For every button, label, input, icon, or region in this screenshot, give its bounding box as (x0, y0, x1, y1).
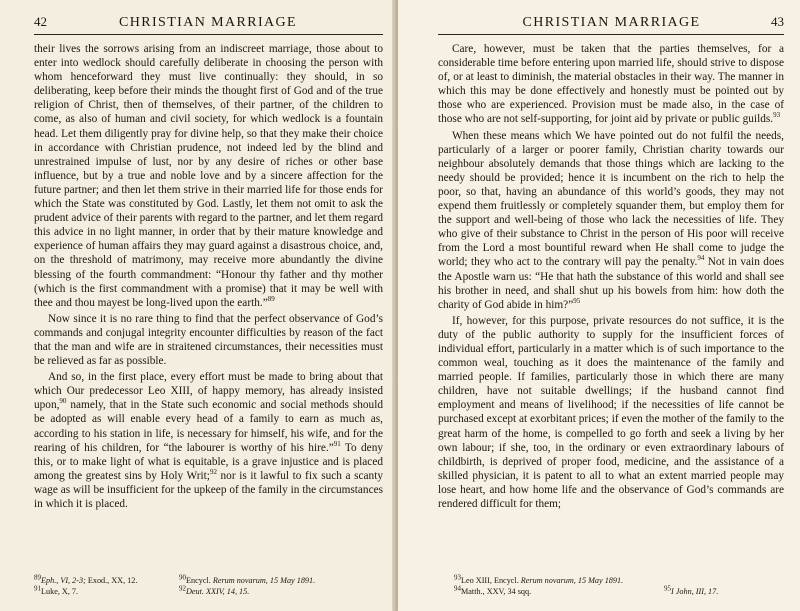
paragraph: Now since it is no rare thing to find that the perfect observance of God’s commands and conjugal integrity encounter difficulties by reason of the fact that the man and wife are in straitened circumstances, their necessities must be relieved as far as possible. (34, 312, 383, 368)
body-text (34, 42, 383, 511)
footnote-ref[interactable]: 89 (267, 294, 275, 303)
left-page (0, 0, 396, 611)
footnote: $^{94}$Matth., XXV, 34 sqq. (454, 584, 532, 596)
body-text (438, 42, 784, 511)
footnote: $^{91}$Luke, X, 7. (34, 584, 79, 596)
right-page (398, 0, 800, 611)
paragraph: their lives the sorrows arising from an indiscreet marriage, those about to enter into wedlock should carefully deliberate in choosing the person with whom henceforward they must live continually: they should, in so deliberating, keep before their minds the thought first of God and of the true religion of Christ, then of themselves, of their partner, of the children to come, as also of human and civil society, for which wedlock is a fountain head. Let them diligently pray for divine help, so that they make their choice in accordance with Christian prudence, not indeed led by the blind and unrestrained impulse of lust, nor by any desire of riches or other base influence, but by a true and noble love and by a sincere affection for the future partner; and then let them strive in their married life for those ends for which the State was constituted by God. Lastly, let them not omit to ask the prudent advice of their parents with regard to the partner, and let them regard this advice in no light manner, in order that by their mature knowledge and experience of human affairs they may guard against a disastrous choice, and, on the threshold of matrimony, may receive more abundantly the divine blessing of the fourth commandment: “Honour thy father and thy mother (which is the first commandment with a promise) that it may be well with thee and thou mayest be long-lived upon the earth.”$^{89}$ (34, 43, 383, 309)
page-number: 43 (770, 14, 784, 29)
paragraph: If, however, for this purpose, private resources do not suffice, it is the duty of the public authority to supply for the insufficient forces of individual effort, particularly in a matter which is of such importance to the common weal, touching as it does the maintenance of the family and married people. If families, particularly those in which there are many children, have not suitable dwellings; if the husband cannot find employment and means of livelihood; if the necessities of life cannot be purchased except at exorbitant prices; if even the mother of the family to the great harm of the home, is compelled to go forth and seek a living by her own labour; if she, too, in the ordinary or even extraordinary labours of childbirth, is deprived of proper food, medicine, and the assistance of a skilled physician, it is patent to all to what an extent married people may lose heart, and how home life and the observance of God’s commands are rendered difficult for them; (438, 314, 784, 510)
footnote-ref[interactable]: 94 (697, 254, 705, 263)
footnote-ref[interactable]: 95 (573, 296, 581, 305)
footnote-ref[interactable]: 92 (209, 468, 217, 477)
paragraph: When these means which We have pointed out do not fulfil the needs, particularly of a larger or poorer family, Christian charity towards our neighbour absolutely demands that those things which are lacking to the needy should be provided; hence it is incumbent on the rich to help the poor, so that, having an abundance of this world’s goods, they may not expend them fruitlessly or completely squander them, but employ them for the support and well-being of those who lack the necessities of life. They who give of their substance to Christ in the person of His poor will receive from the Lord a most bountiful reward when He shall come to judge the world; they who act to the contrary will pay the penalty.$^{94}$ Not in vain does the Apostle warn us: “He that hath the substance of this world and shall see his brother in need, and shall shut up his bowels from him: how doth the charity of God abide in him?”$^{95}$ (438, 129, 784, 311)
footnote: $^{93}$Leo XIII, Encycl. Rerum novarum, 15 May 1891. (454, 573, 624, 585)
paragraph: Care, however, must be taken that the parties themselves, for a considerable time before entering upon married life, should strive to dispose of, or at least to diminish, the material obstacles in their way. The manner in which this may be done effectively and honestly must be pointed out by those who are experienced. Provision must be made also, in the case of those who are not self-supporting, for joint aid by private or public guilds.$^{93}$ (438, 43, 784, 126)
footnotes (454, 575, 784, 597)
footnote: $^{89}$Eph., VI, 2-3; Exod., XX, 12. (34, 573, 138, 585)
running-head-title: CHRISTIAN MARRIAGE (522, 15, 701, 30)
page-number: 42 (34, 14, 47, 29)
footnote: $^{95}$I John, III, 17. (664, 584, 719, 596)
footnote-ref[interactable]: 93 (773, 111, 781, 120)
footnote: $^{90}$Encycl. Rerum novarum, 15 May 1891. (179, 573, 316, 585)
paragraph: And so, in the first place, every effort must be made to bring about that which Our predecessor Leo XIII, of happy memory, has already insisted upon,$^{90}$ namely, that in the State such economic and social methods should be adopted as will enable every head of a family to earn as much as, according to his station in life, is necessary for himself, his wife, and for the rearing of his children, for “the labourer is worthy of his hire.”$^{91}$ To deny this, or to make light of what is equitable, is a grave injustice and is placed among the greatest sins by Holy Writ;$^{92}$ nor is it lawful to fix such a scanty wage as will be insufficient for the upkeep of the family in the circumstances in which it is placed. (34, 371, 383, 510)
running-head-title: CHRISTIAN MARRIAGE (118, 15, 298, 30)
footnote-ref[interactable]: 90 (59, 397, 67, 406)
running-header (438, 14, 784, 35)
footnotes (34, 575, 374, 597)
footnote: $^{92}$Deut. XXIV, 14, 15. (179, 584, 250, 596)
running-header (34, 14, 383, 35)
footnote-ref[interactable]: 91 (333, 439, 341, 448)
